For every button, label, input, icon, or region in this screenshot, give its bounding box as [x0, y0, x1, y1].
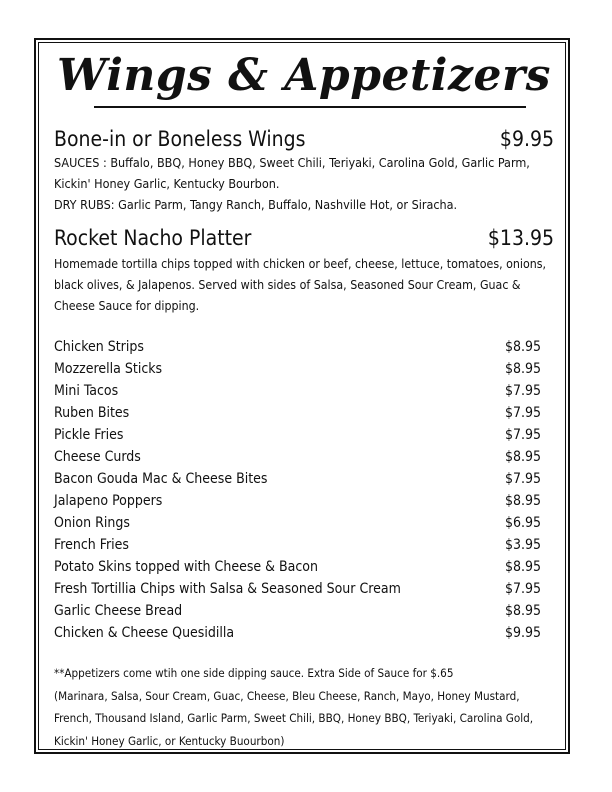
menu-item [54, 600, 554, 622]
menu-item [54, 578, 554, 600]
item-price: $8.95 [505, 493, 542, 509]
menu-content [54, 48, 554, 752]
item-name: Cheese Curds [54, 449, 141, 465]
page-title: Wings & Appetizers [57, 50, 551, 101]
item-price: $8.95 [505, 339, 542, 355]
menu-item [54, 512, 554, 534]
sauce-note-options: (Marinara, Salsa, Sour Cream, Guac, Cheese, Bleu Cheese, Ranch, Mayo, Honey Mustard, French, Thousand Island, Garlic Parm, Sweet Chili, BBQ, Honey BBQ, Teriyaki, Carolina Gold, Kickin' Honey Garlic, or Kentucky Buourbon) [54, 688, 534, 748]
item-name: Jalapeno Poppers [54, 493, 163, 509]
item-name: Pickle Fries [54, 427, 124, 443]
nacho-price: $13.95 [487, 226, 554, 250]
appetizer-list [54, 336, 554, 644]
item-name: Garlic Cheese Bread [54, 603, 183, 619]
wings-name: Bone-in or Boneless Wings [54, 127, 306, 151]
sauce-notes [54, 662, 554, 752]
item-price: $6.95 [505, 515, 542, 531]
item-name: Fresh Tortillia Chips with Salsa & Seasoned Sour Cream [54, 581, 401, 597]
menu-item [54, 424, 554, 446]
item-price: $7.95 [505, 405, 542, 421]
item-price: $8.95 [505, 361, 542, 377]
item-price: $9.95 [505, 625, 542, 641]
wings-dry-rubs: DRY RUBS: Garlic Parm, Tangy Ranch, Buffalo, Nashville Hot, or Siracha. [54, 197, 458, 212]
item-name: French Fries [54, 537, 129, 553]
menu-item [54, 534, 554, 556]
item-name: Chicken Strips [54, 339, 144, 355]
menu-item [54, 358, 554, 380]
item-name: Mozzerella Sticks [54, 361, 163, 377]
item-name: Bacon Gouda Mac & Cheese Bites [54, 471, 268, 487]
item-price: $7.95 [505, 383, 542, 399]
title-underline [94, 106, 526, 108]
sauce-note-extra: **Appetizers come wtih one side dipping sauce. Extra Side of Sauce for $.65 [54, 666, 454, 680]
menu-item [54, 468, 554, 490]
item-name: Mini Tacos [54, 383, 119, 399]
item-price: $7.95 [505, 471, 542, 487]
item-price: $3.95 [505, 537, 542, 553]
menu-item [54, 446, 554, 468]
menu-item [54, 622, 554, 644]
item-price: $8.95 [505, 559, 542, 575]
menu-item [54, 380, 554, 402]
item-price: $7.95 [505, 427, 542, 443]
item-price: $7.95 [505, 581, 542, 597]
item-name: Onion Rings [54, 515, 130, 531]
wings-header [54, 126, 554, 152]
wings-sauces: SAUCES : Buffalo, BBQ, Honey BBQ, Sweet Chili, Teriyaki, Carolina Gold, Garlic Parm, Kickin' Honey Garlic, Kentucky Bourbon. [54, 155, 530, 191]
item-name: Potato Skins topped with Cheese & Bacon [54, 559, 318, 575]
item-name: Chicken & Cheese Quesidilla [54, 625, 235, 641]
item-name: Ruben Bites [54, 405, 130, 421]
menu-item [54, 402, 554, 424]
nacho-name: Rocket Nacho Platter [54, 226, 252, 250]
menu-item [54, 556, 554, 578]
nacho-description: Homemade tortilla chips topped with chicken or beef, cheese, lettuce, tomatoes, onions, black olives, & Jalapenos. Served with sides of Salsa, Seasoned Sour Cream, Guac & Cheese Sauce for dipping. [54, 257, 547, 313]
wings-price: $9.95 [499, 127, 554, 151]
item-price: $8.95 [505, 449, 542, 465]
item-price: $8.95 [505, 603, 542, 619]
menu-item [54, 336, 554, 358]
nacho-header [54, 225, 554, 251]
menu-item [54, 490, 554, 512]
